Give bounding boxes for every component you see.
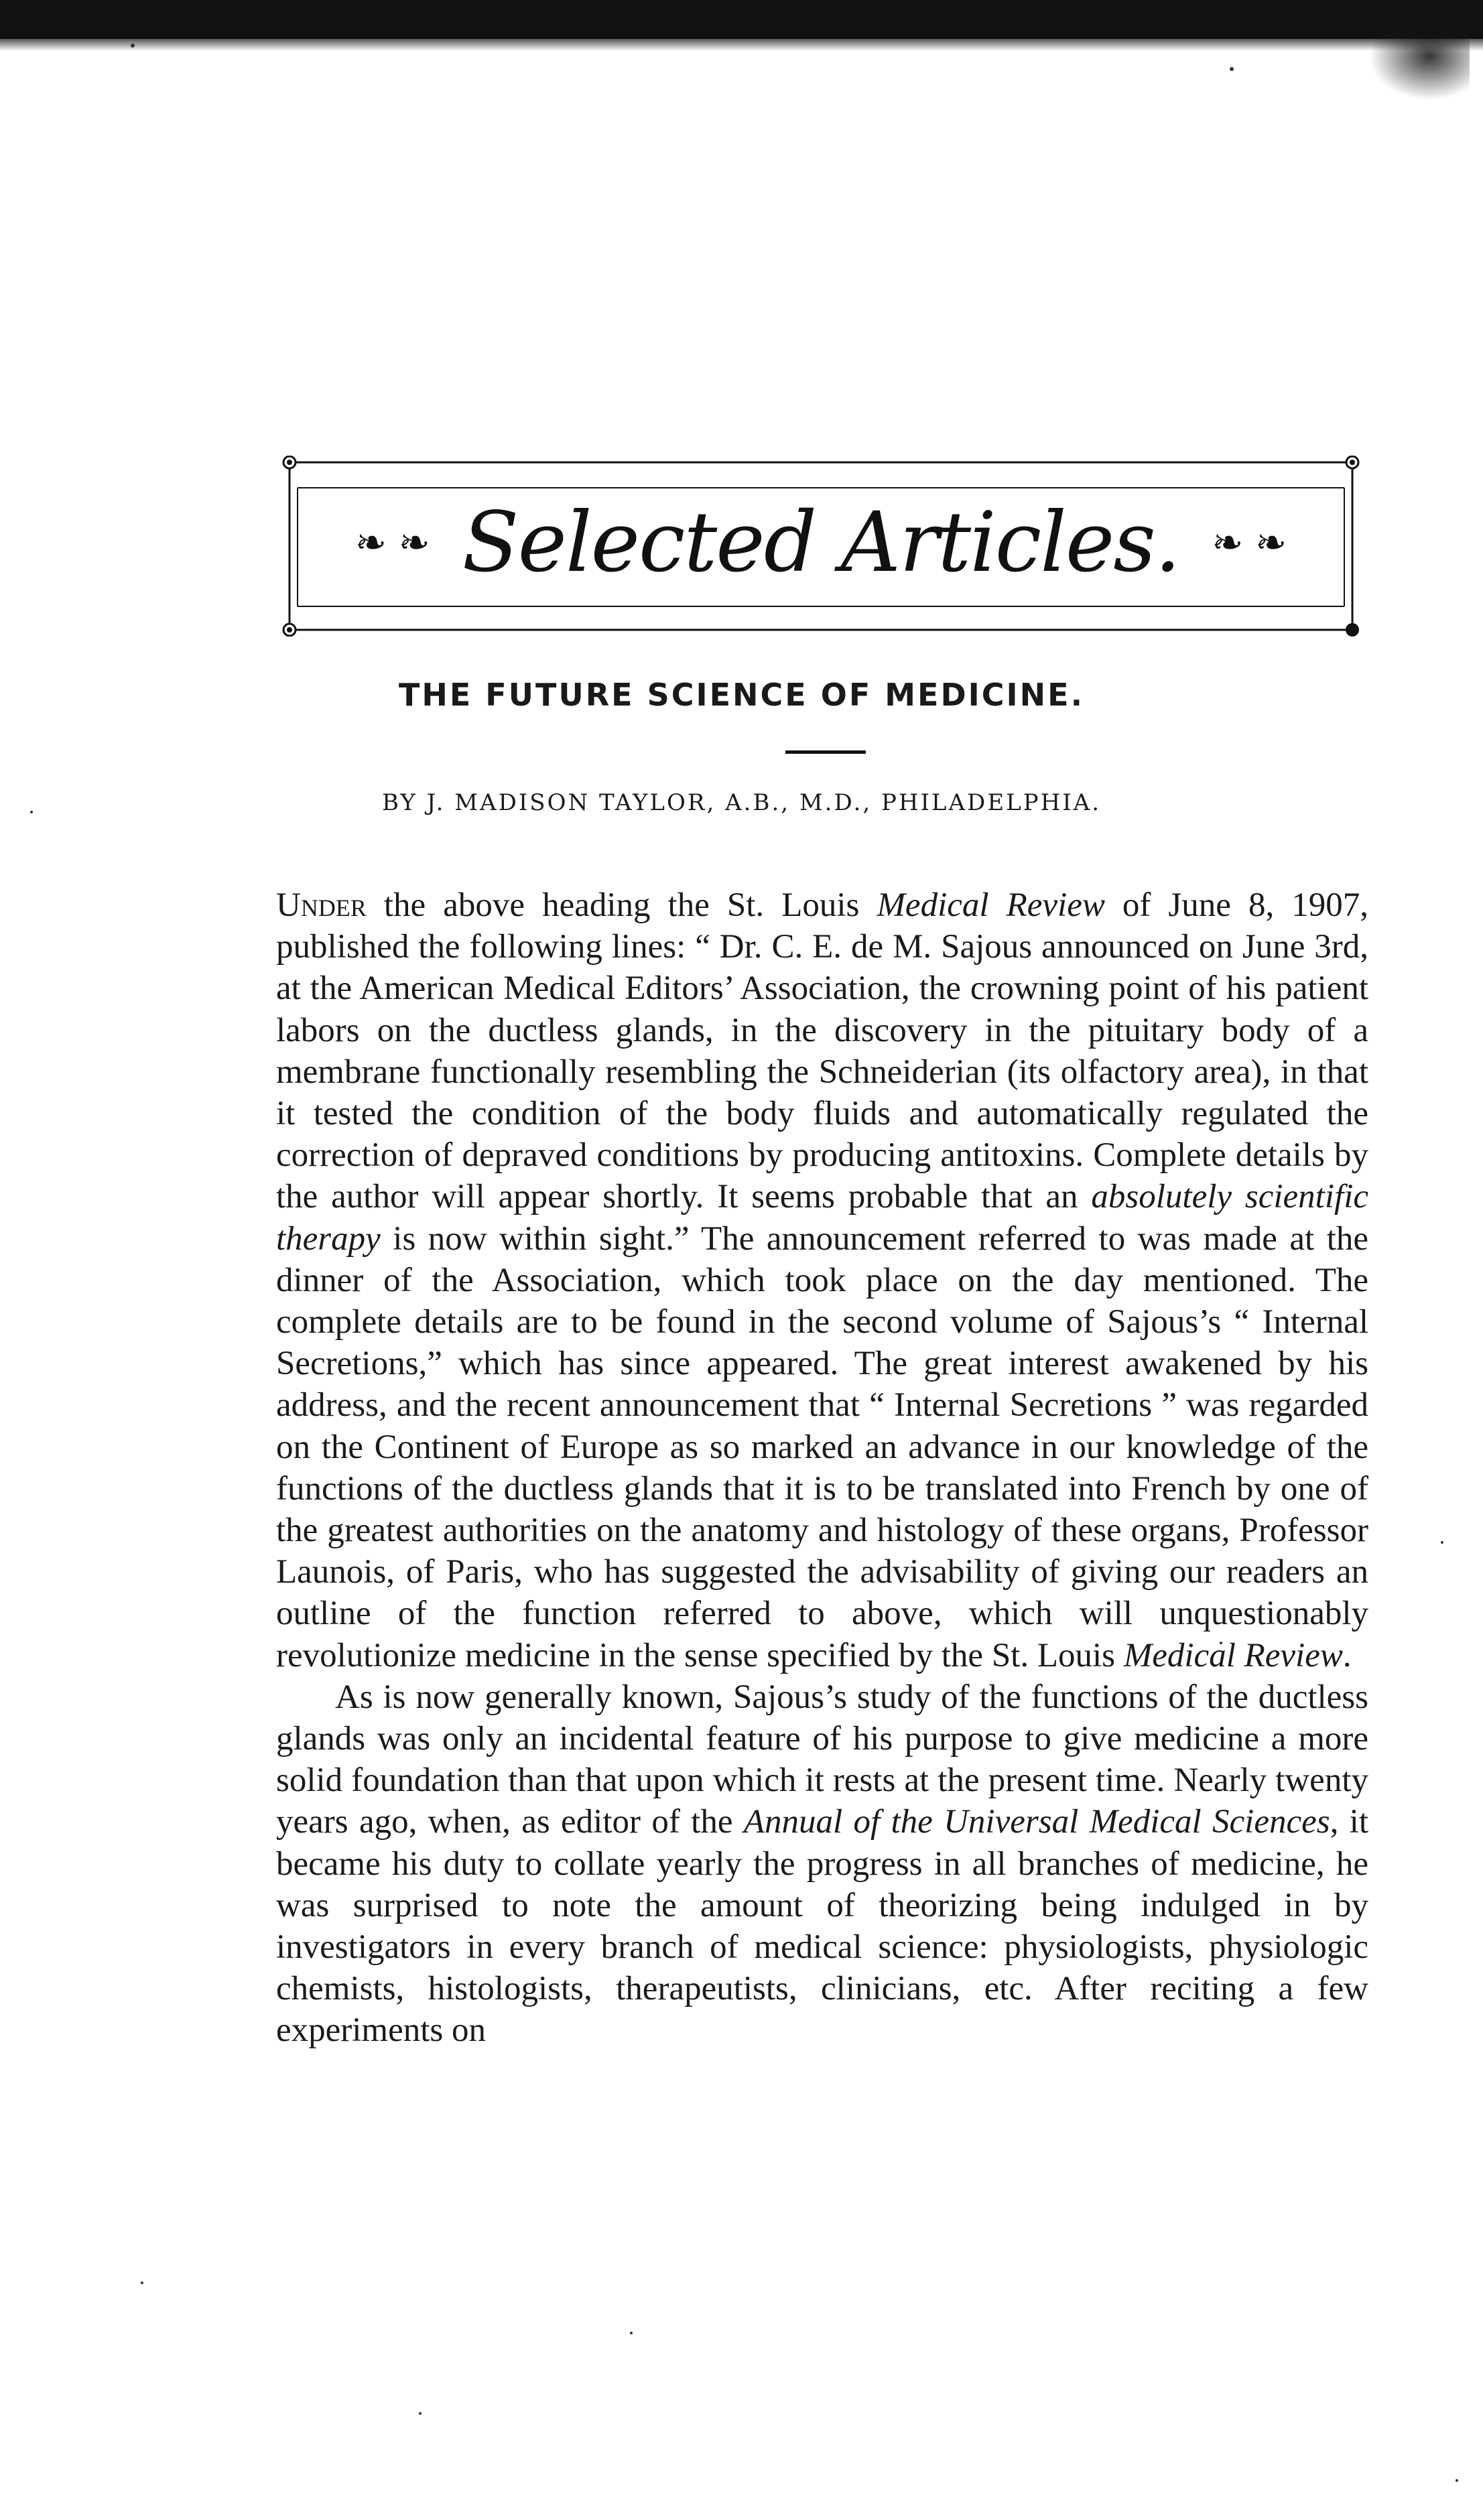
article-body bbox=[276, 884, 1368, 2052]
text-run: of June 8, 1907, published the following lines: “ Dr. C. E. de M. Sajous announced on June 3rd, at the American Medical Editors’ Association, the crowning point of his patient labors on the ductless glands, in the discovery in the pituitary body of a membrane functionally resembling the Schneiderian (its olfactory area), in that it tested the condition of the body fluids and automatically regulated the correction of depraved conditions by producing antitoxins. Complete details by the author will appear shortly. It seems probable that an bbox=[276, 886, 1368, 1216]
banner-title: Selected Articles. bbox=[462, 494, 1180, 591]
paragraph bbox=[276, 884, 1368, 1676]
text-run: . bbox=[1342, 1636, 1352, 1674]
italic-text: absolutely scientific therapy bbox=[276, 1178, 1369, 1258]
italic-text: Medical Review bbox=[877, 886, 1105, 924]
text-run: is now within sight.” The announcement referred to was made at the dinner of the Association, which took place on the day mentioned. The complete details are to be found in the second volume of Sajous’s “ Internal Secretions,” which has since appeared. The great interest awakened by his address, and the recent announcement that “ Internal Secretions ” was regarded on the Continent of Europe as so marked an advance in our knowledge of the functions of the ductless glands that it is to be translated into French by one of the greatest authorities on the anatomy and histology of these organs, Professor Launois, of Paris, who has suggested the advisability of giving our readers an outline of the function referred to above, which will unquestionably revolutionize medicine in the sense specified by the St. Louis bbox=[276, 1219, 1368, 1674]
italic-text: Annual of the Universal Medical Sciences bbox=[743, 1803, 1330, 1841]
paragraph bbox=[276, 1676, 1368, 2052]
scan-speck bbox=[131, 44, 135, 48]
title-divider bbox=[785, 750, 866, 754]
banner-title-row bbox=[281, 482, 1360, 603]
scan-speck bbox=[1441, 1541, 1443, 1544]
scan-speck bbox=[630, 2332, 633, 2334]
scan-smudge bbox=[1369, 27, 1470, 101]
text-run: the above heading the St. Louis bbox=[366, 886, 877, 924]
article-title: THE FUTURE SCIENCE OF MEDICINE. bbox=[398, 677, 1085, 713]
scan-speck bbox=[141, 2281, 143, 2284]
page-top-shadow bbox=[0, 39, 1483, 51]
scan-speck bbox=[419, 2412, 422, 2415]
article-byline: BY J. MADISON TAYLOR, A.B., M.D., PHILADELPHIA. bbox=[381, 789, 1102, 816]
section-banner bbox=[281, 456, 1360, 637]
italic-text: Medical Review bbox=[1123, 1636, 1343, 1674]
text-run: , it became his duty to collate yearly the progress in all branches of medicine, he was surprised to note the amount of theorizing being indulged in by investigators in every branch of medical science: physiologists, physiologic chemists, histologists, therapeutists, clinicians, etc. After reciting a few experiments on bbox=[276, 1803, 1369, 2050]
page-top-edge bbox=[0, 0, 1483, 39]
leaf-ornament-icon: ❧ ❧ bbox=[355, 521, 430, 565]
scan-speck bbox=[1456, 2479, 1458, 2482]
text-run: As is now generally known, Sajous’s study of the functions of the ductless glands was only an incidental feature of his purpose to give medicine a more solid foundation than that upon which it rests at the present time. Nearly twenty years ago, when, as editor of the bbox=[276, 1678, 1368, 1841]
scan-speck bbox=[1230, 67, 1234, 71]
leaf-ornament-icon: ❧ ❧ bbox=[1212, 521, 1287, 565]
drop-word: Under bbox=[276, 886, 367, 924]
